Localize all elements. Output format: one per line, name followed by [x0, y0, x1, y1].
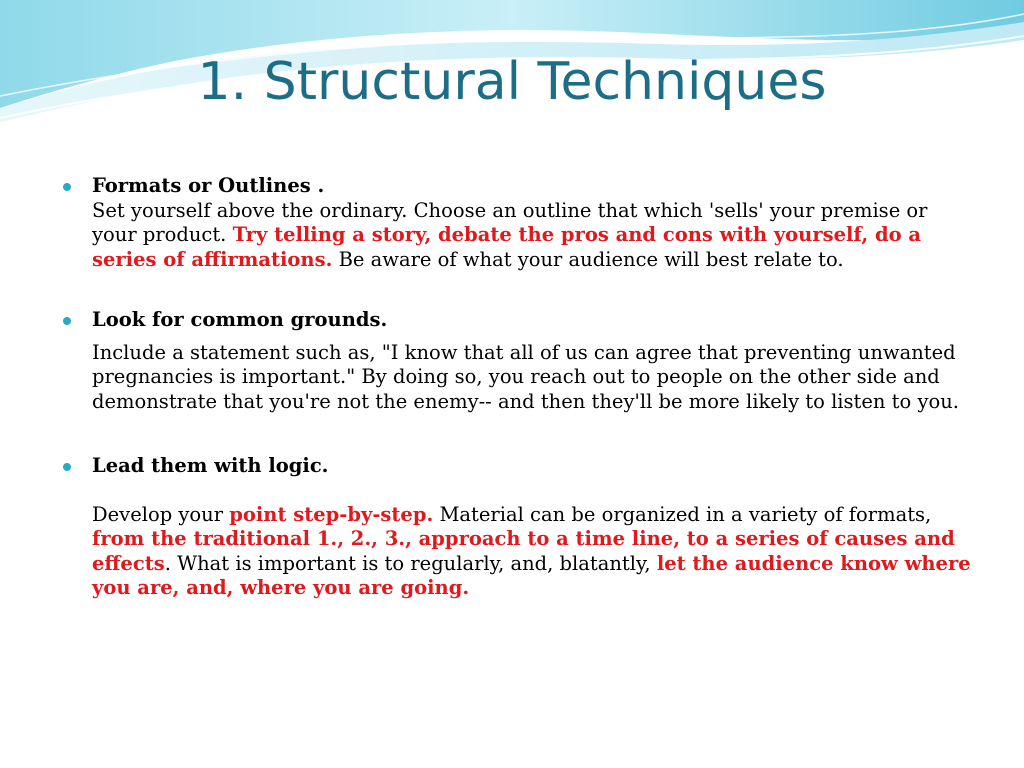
bullet-item-formats [92, 174, 972, 272]
bullet-heading: Look for common grounds. [92, 308, 388, 331]
body-text: Develop your [92, 502, 230, 526]
bullet-dot-icon [63, 317, 71, 325]
body-text: . What is important is to regularly, and, blatantly, [164, 551, 657, 575]
bullet-item-logic [92, 454, 972, 601]
highlighted-text: Try telling a story, debate the pros and cons with yourself, do a series of affirmations. [92, 223, 922, 271]
body-text: Set yourself above the ordinary. Choose an outline that which 'sells' your premise or your product. [92, 198, 928, 246]
bullet-item-common-grounds [92, 308, 972, 414]
bullet-body [92, 503, 972, 601]
bullet-body: Include a statement such as, "I know that all of us can agree that preventing unwanted pregnancies is important." By doing so, you reach out to people on the other side and demonstrate that you're not the enemy-- and then they'll be more likely to listen to you. [92, 340, 959, 413]
bullet-dot-icon [63, 463, 71, 471]
body-text: Be aware of what your audience will best relate to. [332, 247, 844, 271]
bullet-heading: Lead them with logic. [92, 454, 329, 477]
slide-title: 1. Structural Techniques [197, 52, 827, 112]
highlighted-text: from the traditional 1., 2., 3., approach to a time line, to a series of causes and effects [92, 527, 955, 575]
bullet-dot-icon [63, 183, 71, 191]
bullet-list [92, 174, 972, 601]
highlighted-text: point step-by-step. [229, 502, 434, 526]
highlighted-text: let the audience know where you are, and, where you are going. [92, 551, 971, 599]
bullet-body [92, 199, 972, 273]
body-text: Material can be organized in a variety of formats, [433, 502, 932, 526]
bullet-heading: Formats or Outlines . [92, 174, 325, 197]
